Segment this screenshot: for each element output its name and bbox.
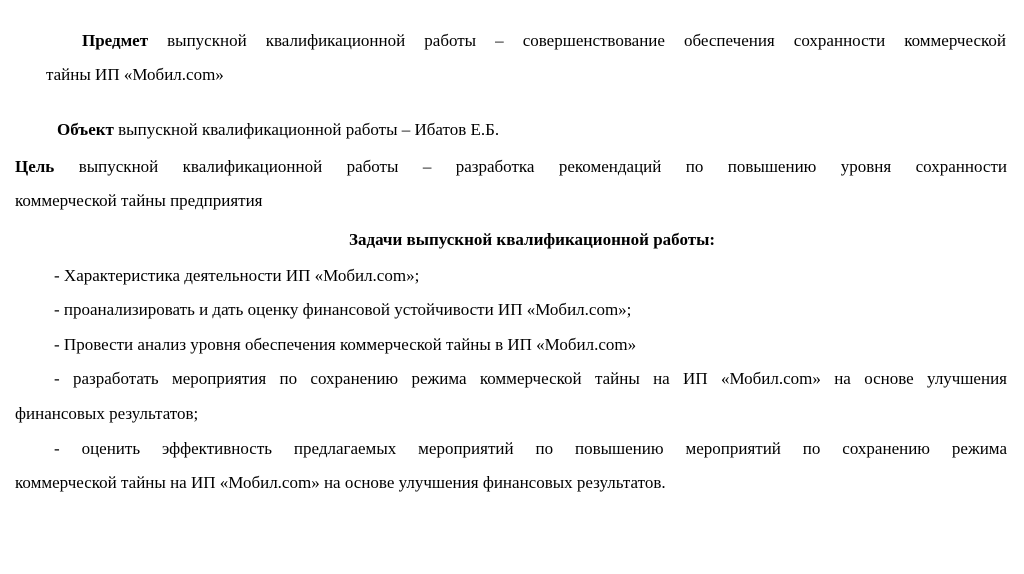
goal-line-2: коммерческой тайны предприятия: [15, 191, 263, 210]
task-item-2: - проанализировать и дать оценку финансовой устойчивости ИП «Мобил.com»;: [54, 300, 632, 319]
task-item-3: - Провести анализ уровня обеспечения коммерческой тайны в ИП «Мобил.com»: [54, 335, 637, 354]
subject-label: Предмет: [82, 31, 149, 50]
object-text: выпускной квалификационной работы – Ибатов Е.Б.: [113, 120, 500, 139]
task-item-4-line-1: - разработать мероприятия по сохранению режима коммерческой тайны на ИП «Мобил.com» на основе улучшения: [54, 369, 1007, 388]
task-item-5-line-1: - оценить эффективность предлагаемых мероприятий по повышению мероприятий по сохранению режима: [54, 439, 1007, 458]
goal-line-1: [15, 157, 1007, 177]
task-item-4-line-2: финансовых результатов;: [15, 404, 199, 423]
tasks-heading: Задачи выпускной квалификационной работы:: [349, 230, 715, 249]
subject-line-1: [82, 31, 1006, 51]
task-item-1: - Характеристика деятельности ИП «Мобил.com»;: [54, 266, 420, 285]
task-item-5-line-2: коммерческой тайны на ИП «Мобил.com» на основе улучшения финансовых результатов.: [15, 473, 666, 492]
object-label: Объект: [57, 120, 114, 139]
subject-text-1: выпускной квалификационной работы – совершенствование обеспечения сохранности коммерческой: [148, 31, 1006, 50]
object-line: [57, 120, 499, 140]
goal-text-1: выпускной квалификационной работы – разработка рекомендаций по повышению уровня сохранности: [54, 157, 1007, 176]
goal-label: Цель: [15, 157, 55, 176]
subject-line-2: тайны ИП «Мобил.com»: [46, 65, 224, 84]
